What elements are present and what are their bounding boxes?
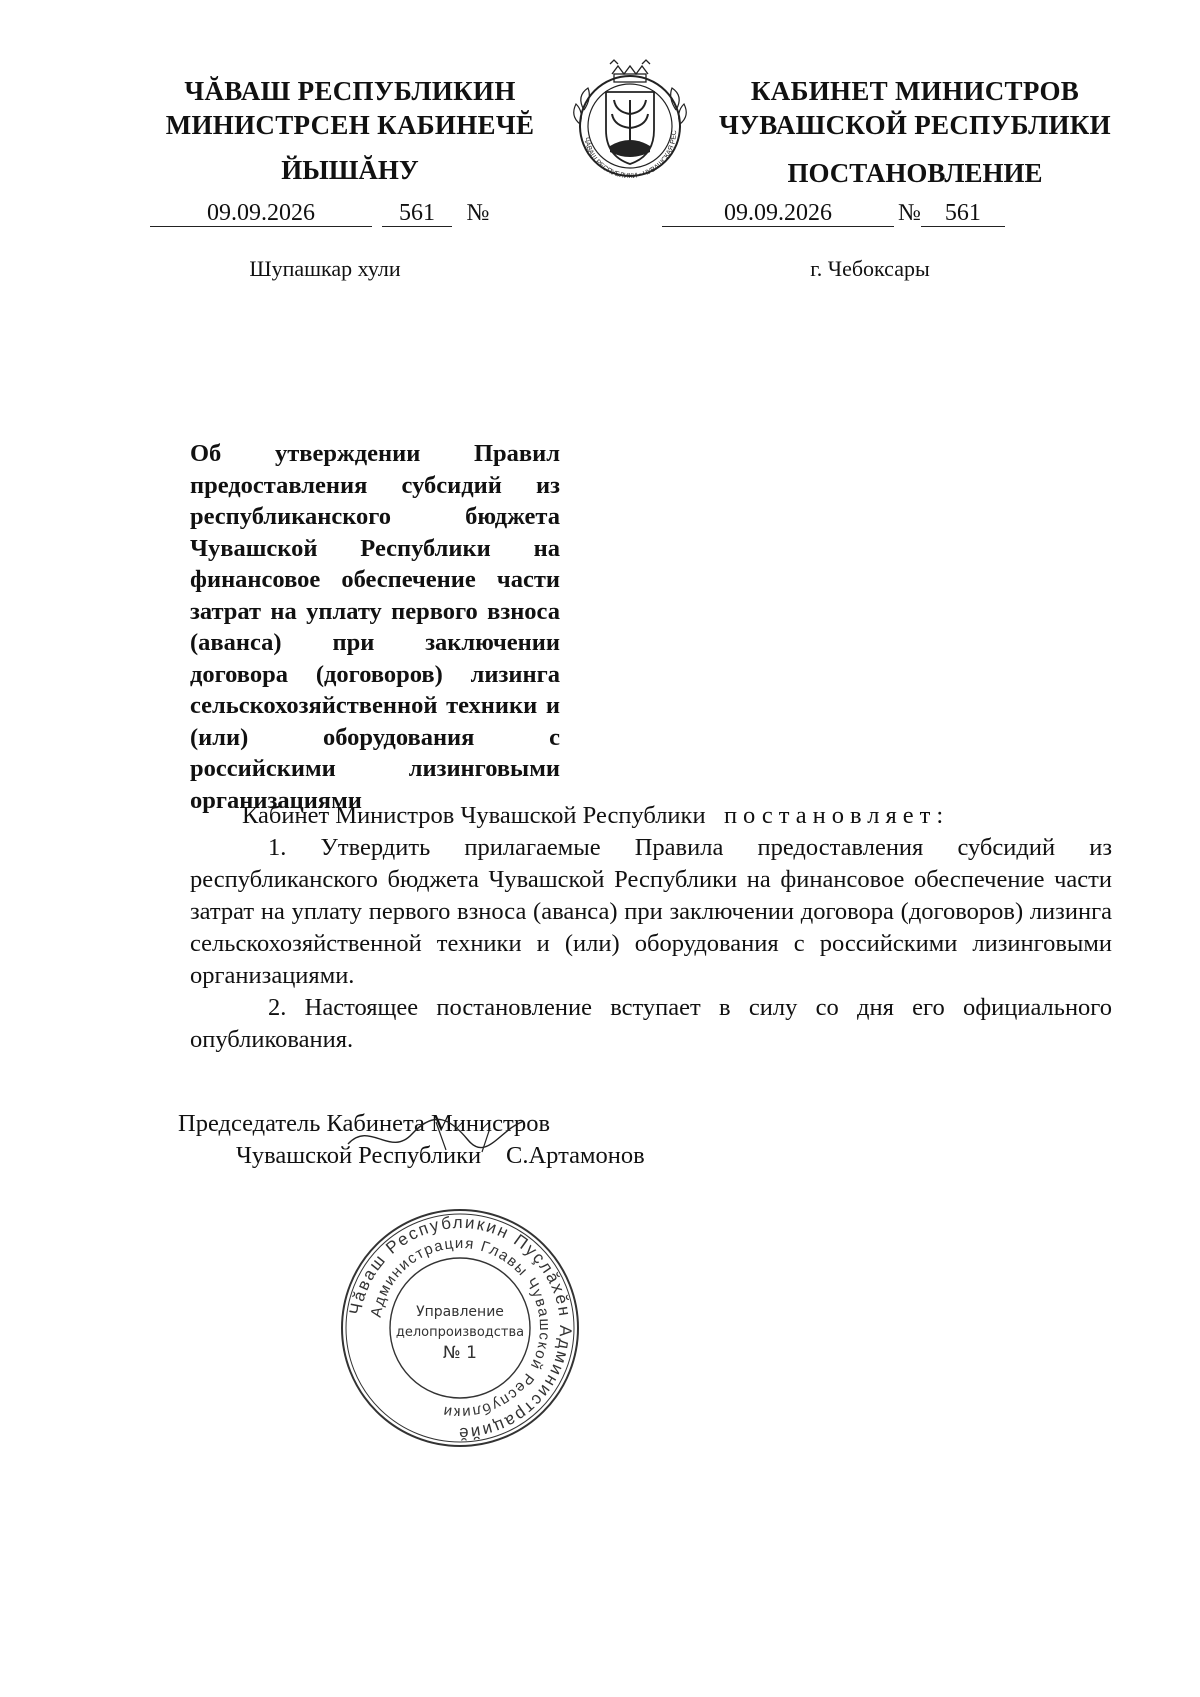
number-sign-right: № <box>898 200 921 226</box>
number-right: 561 <box>921 200 1005 227</box>
header-right-line1: КАБИНЕТ МИНИСТРОВ <box>750 76 1080 106</box>
header-left <box>150 74 550 142</box>
registration-left <box>150 200 498 230</box>
document-title: Об утверждении Правил предоставления субсидий из республиканского бюджета Чувашской Республики на финансовое обеспечение части затрат на уплату первого взноса (аванса) при заключении договора (договоров) лизинга сельскохозяйственной техники и (или) оборудования с российскими лизинговыми организациями <box>190 440 560 814</box>
preamble <box>190 800 1112 832</box>
doc-type-left: ЙЫШĂНУ <box>281 155 419 185</box>
stamp-center-line3: № 1 <box>443 1343 477 1363</box>
handwritten-signature <box>340 1100 530 1170</box>
header-right <box>695 74 1135 142</box>
item-2: 2. Настоящее постановление вступает в силу со дня его официального опубликования. <box>190 994 1112 1053</box>
item-1: 1. Утвердить прилагаемые Правила предоставления субсидий из республиканского бюджета Чувашской Республики на финансовое обеспечение части затрат на уплату первого взноса (аванса) при заключении договора (договоров) лизинга сельскохозяйственной техники и (или) оборудования с российскими лизинговыми организациями. <box>190 834 1112 989</box>
header-left-line2: МИНИСТРСЕН КАБИНЕЧĔ <box>165 110 535 140</box>
date-right: 09.09.2026 <box>662 200 894 227</box>
signature-name: С.Артамонов <box>506 1142 645 1169</box>
number-sign-left: № <box>466 200 490 226</box>
date-left: 09.09.2026 <box>150 200 372 227</box>
number-left: 561 <box>382 200 452 227</box>
preamble-lead: Кабинет Министров Чувашской Республики <box>242 802 706 829</box>
place-left: Шупашкар хули <box>249 256 401 281</box>
stamp-center-line1: Управление <box>416 1304 504 1320</box>
doc-type-right: ПОСТАНОВЛЕНИЕ <box>787 158 1043 188</box>
stamp-outer-text: Чăваш Республикин Пуçлăхĕн Администрацийĕ <box>345 1212 576 1444</box>
signature-position-line2: Чувашской Республики <box>236 1142 482 1169</box>
emblem-ring-text: ЧĂВАШ РЕСПУБЛИКИ • ЧУВАШСКАЯ РЕС <box>582 130 679 181</box>
header-right-line2: ЧУВАШСКОЙ РЕСПУБЛИКИ <box>719 110 1111 140</box>
registration-right <box>662 200 1005 230</box>
coat-of-arms-emblem <box>562 54 698 190</box>
preamble-verb: постановляет: <box>723 802 950 829</box>
stamp-center-line2: делопроизводства <box>395 1325 525 1340</box>
header-left-line1: ЧĂВАШ РЕСПУБЛИКИН <box>184 76 516 106</box>
stamp-inner-text: Администрация Главы Чувашской Республики <box>367 1234 554 1422</box>
official-stamp <box>332 1200 588 1456</box>
svg-text:ЧĂВАШ РЕСПУБЛИКИ • ЧУВАШСКАЯ Р <box>562 54 678 180</box>
signature-position-line1: Председатель Кабинета Министров <box>178 1110 551 1137</box>
place-right: г. Чебоксары <box>810 256 930 281</box>
